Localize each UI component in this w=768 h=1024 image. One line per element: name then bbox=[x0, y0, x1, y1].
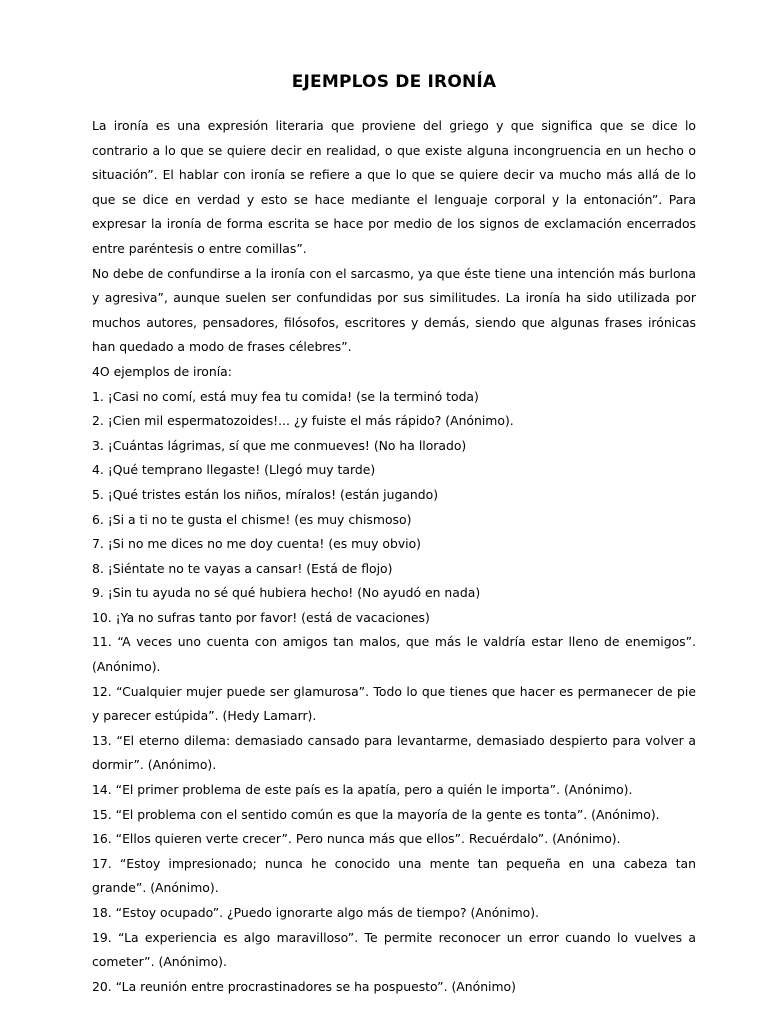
list-item: 11. “A veces uno cuenta con amigos tan malos, que más le valdría estar lleno de enemigos”. (Anónimo). bbox=[92, 634, 696, 675]
list-item: 16. “Ellos quieren verte crecer”. Pero nunca más que ellos”. Recuérdalo”. (Anónimo). bbox=[92, 831, 621, 847]
list-item: 10. ¡Ya no sufras tanto por favor! (está de vacaciones) bbox=[92, 609, 430, 625]
list-item: 1. ¡Casi no comí, está muy fea tu comida! (se la terminó toda) bbox=[92, 388, 479, 404]
list-item: 8. ¡Siéntate no te vayas a cansar! (Está de flojo) bbox=[92, 560, 393, 576]
sarcasm-paragraph: No debe de confundirse a la ironía con el sarcasmo, ya que éste tiene una intención más burlona y agresiva”, aunque suelen ser confundidas por sus similitudes. La ironía ha sido utilizada por muchos autores, pensadores, filósofos, escritores y demás, siendo que algunas frases irónicas han quedado a modo de frases célebres”. bbox=[92, 265, 696, 355]
list-item: 13. “El eterno dilema: demasiado cansado para levantarme, demasiado despierto para volver a dormir”. (Anónimo). bbox=[92, 732, 696, 773]
examples-list bbox=[92, 385, 696, 1000]
page-title: EJEMPLOS DE IRONÍA bbox=[291, 72, 497, 92]
list-item: 9. ¡Sin tu ayuda no sé qué hubiera hecho! (No ayudó en nada) bbox=[92, 585, 481, 601]
list-item: 5. ¡Qué tristes están los niños, míralos! (están jugando) bbox=[92, 486, 439, 502]
list-item: 14. “El primer problema de este país es la apatía, pero a quién le importa”. (Anónimo). bbox=[92, 782, 633, 798]
intro-paragraph: La ironía es una expresión literaria que proviene del griego y que significa que se dice lo contrario a lo que se quiere decir en realidad, o que existe alguna incongruencia en un hecho o situación”. El hablar con ironía se refiere a que lo que se quiere decir va mucho más allá de lo que se dice en verdad y esto se hace mediante el lenguaje corporal y la entonación”. Para expresar la ironía de forma escrita se hace por medio de los signos de exclamación encerrados entre paréntesis o entre comillas”. bbox=[92, 118, 696, 256]
examples-heading: 4O ejemplos de ironía: bbox=[92, 363, 232, 379]
list-item: 6. ¡Si a ti no te gusta el chisme! (es muy chismoso) bbox=[92, 511, 412, 527]
list-item: 19. “La experiencia es algo maravilloso”. Te permite reconocer un error cuando lo vuelves a cometer”. (Anónimo). bbox=[92, 929, 696, 970]
list-item: 7. ¡Si no me dices no me doy cuenta! (es muy obvio) bbox=[92, 536, 422, 552]
list-item: 3. ¡Cuántas lágrimas, sí que me conmueves! (No ha llorado) bbox=[92, 437, 467, 453]
list-item: 17. “Estoy impresionado; nunca he conocido una mente tan pequeña en una cabeza tan grande”. (Anónimo). bbox=[92, 855, 696, 896]
list-item: 20. “La reunión entre procrastinadores se ha pospuesto”. (Anónimo) bbox=[92, 978, 516, 994]
list-item: 12. “Cualquier mujer puede ser glamurosa”. Todo lo que tienes que hacer es permanecer de pie y parecer estúpida”. (Hedy Lamarr). bbox=[92, 683, 696, 724]
list-item: 18. “Estoy ocupado”. ¿Puedo ignorarte algo más de tiempo? (Anónimo). bbox=[92, 905, 540, 920]
list-item: 15. “El problema con el sentido común es que la mayoría de la gente es tonta”. (Anónimo). bbox=[92, 806, 660, 822]
list-item: 4. ¡Qué temprano llegaste! (Llegó muy tarde) bbox=[92, 462, 376, 478]
list-item: 2. ¡Cien mil espermatozoides!... ¿y fuiste el más rápido? (Anónimo). bbox=[92, 413, 514, 429]
